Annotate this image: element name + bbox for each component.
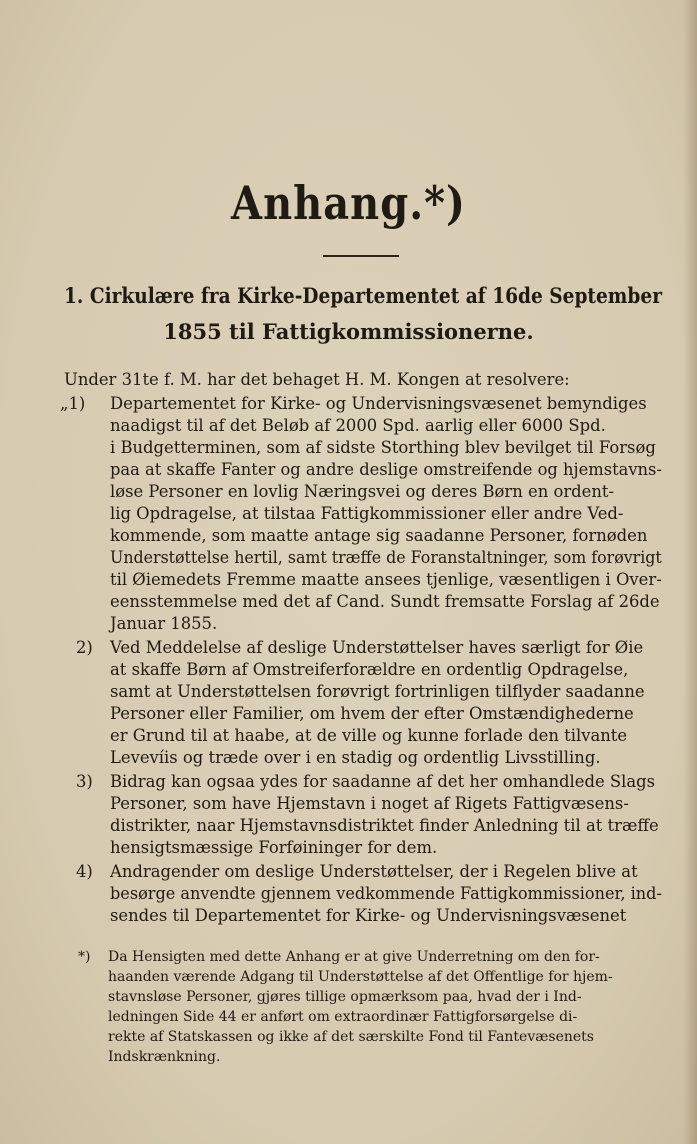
paragraph-line: Levevíis og træde over i en stadig og ordentlig Livsstilling.: [110, 748, 601, 767]
footnote-line: Da Hensigten med dette Anhang er at give Underretning om den for-: [108, 949, 600, 965]
paragraph-line: lig Opdragelse, at tilstaa Fattigkommissioner eller andre Ved-: [110, 504, 624, 523]
footnote-mark: *): [78, 949, 91, 965]
page-title: Anhang.*): [231, 176, 466, 231]
paragraph-line: Personer eller Familier, om hvem der efter Omstændighederne: [110, 704, 634, 723]
paragraph-line: at skaffe Børn af Omstreiferforældre en ordentlig Opdragelse,: [110, 660, 629, 679]
paragraph-line: sendes til Departementet for Kirke- og Undervisningsvæsenet: [110, 906, 627, 925]
paragraph-line: kommende, som maatte antage sig saadanne Personer, fornøden: [110, 526, 648, 545]
intro-line: Under 31te f. M. har det behaget H. M. Kongen at resolvere:: [64, 370, 570, 389]
title-rule: [323, 255, 399, 257]
paragraph-line: er Grund til at haabe, at de ville og kunne forlade den tilvante: [110, 726, 628, 745]
paragraph-line: distrikter, naar Hjemstavnsdistriktet finder Anledning til at træffe: [110, 816, 659, 835]
paragraph-line: Understøttelse hertil, samt træffe de Foranstaltninger, som forøvrigt: [110, 548, 662, 567]
footnote-line: ledningen Side 44 er anført om extraordinær Fattigforsørgelse di-: [108, 1009, 578, 1025]
section-heading-line-2: 1855 til Fattigkommissionerne.: [163, 319, 534, 344]
paragraph-line: paa at skaffe Fanter og andre deslige omstreifende og hjemstavns-: [110, 460, 662, 479]
footnote-line: rekte af Statskassen og ikke af det særskilte Fond til Fantevæsenets: [108, 1029, 594, 1045]
paragraph-line: Departementet for Kirke- og Undervisningsvæsenet bemyndiges: [110, 394, 647, 413]
paragraph-number: „1): [60, 394, 86, 413]
paragraph-line: Januar 1855.: [110, 614, 218, 633]
section-heading-line-1: 1. Cirkulære fra Kirke-Departementet af 16de September: [64, 283, 662, 308]
footnote-line: stavnsløse Personer, gjøres tillige opmærksom paa, hvad der i Ind-: [108, 989, 582, 1005]
paragraph-line: til Øiemedets Fremme maatte ansees tjenlige, væsentligen i Over-: [110, 570, 662, 589]
paragraph-line: Bidrag kan ogsaa ydes for saadanne af det her omhandlede Slags: [110, 772, 655, 791]
footnote-line: Indskrænkning.: [108, 1049, 221, 1065]
paragraph-number: 2): [76, 638, 93, 657]
paragraph-line: samt at Understøttelsen forøvrigt fortrinligen tilflyder saadanne: [110, 682, 645, 701]
paragraph-number: 3): [76, 772, 93, 791]
paragraph-line: i Budgetterminen, som af sidste Storthing blev bevilget til Forsøg: [110, 438, 656, 457]
paragraph-number: 4): [76, 862, 93, 881]
footnote-line: haanden værende Adgang til Understøttelse af det Offentlige for hjem-: [108, 969, 613, 985]
page-edge-shadow: [683, 0, 697, 1144]
paragraph-line: Ved Meddelelse af deslige Understøttelser haves særligt for Øie: [110, 638, 644, 657]
paragraph-line: besørge anvendte gjennem vedkommende Fattigkommissioner, ind-: [110, 884, 662, 903]
paragraph-line: eensstemmelse med det af Cand. Sundt fremsatte Forslag af 26de: [110, 592, 660, 611]
paragraph-line: naadigst til af det Beløb af 2000 Spd. aarlig eller 6000 Spd.: [110, 416, 606, 435]
paragraph-line: hensigtsmæssige Forføininger for dem.: [110, 838, 438, 857]
paragraph-line: Personer, som have Hjemstavn i noget af Rigets Fattigvæsens-: [110, 794, 629, 813]
paragraph-line: Andragender om deslige Understøttelser, der i Regelen blive at: [110, 862, 638, 881]
paragraph-line: løse Personer en lovlig Næringsvei og deres Børn en ordent-: [110, 482, 615, 501]
